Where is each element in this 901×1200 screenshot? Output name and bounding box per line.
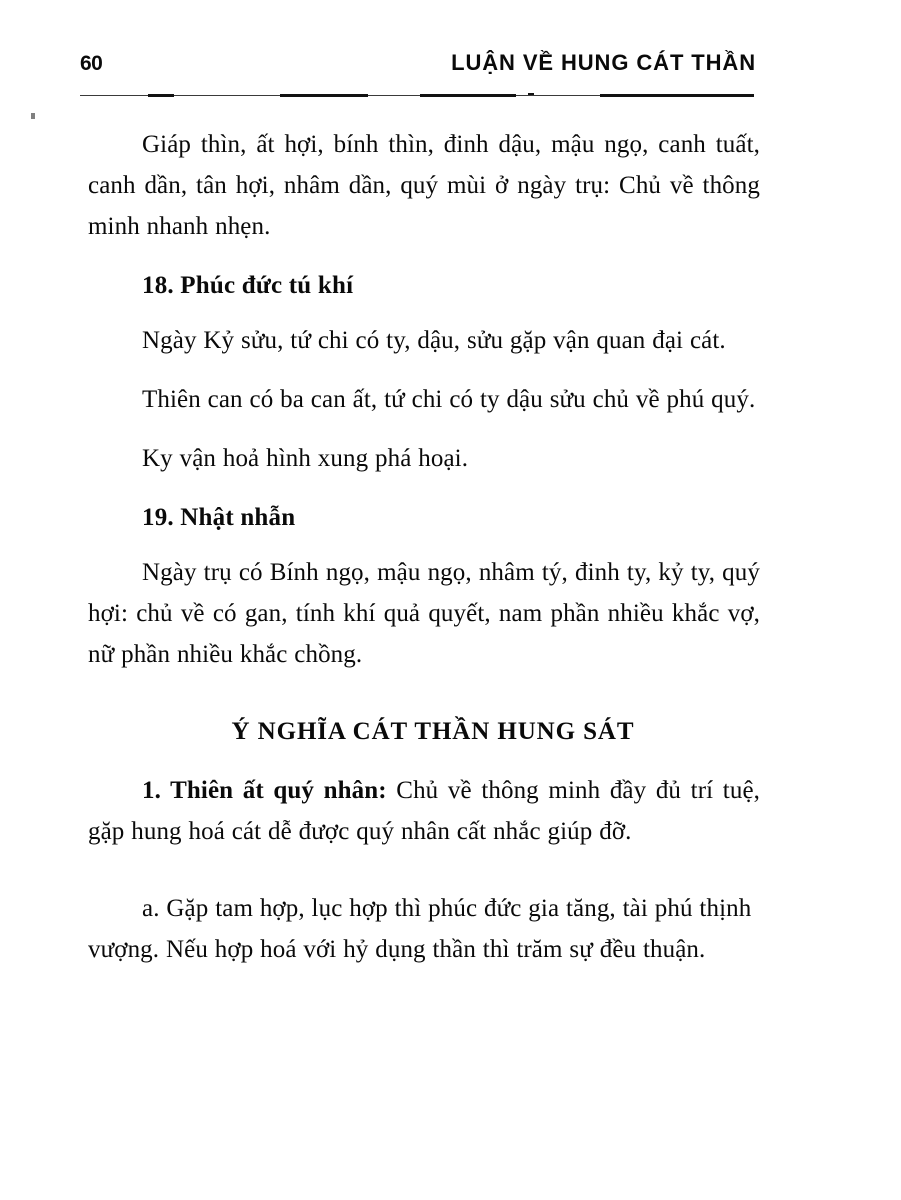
spacer <box>88 675 760 711</box>
spacer <box>88 247 760 265</box>
paragraph: Giáp thìn, ất hợi, bính thìn, đinh dậu, mậu ngọ, canh tuất, canh dần, tân hợi, nhâm dần, quý mùi ở ngày trụ: Chủ về thông minh nhanh nhẹn. <box>88 131 760 240</box>
spacer <box>88 752 760 770</box>
spacer <box>88 538 760 552</box>
header-divider-segment <box>280 94 368 97</box>
paragraph: Ky vận hoả hình xung phá hoại. <box>142 445 469 472</box>
scan-speck <box>31 113 35 119</box>
section-heading: Ý NGHĨA CÁT THẦN HUNG SÁT <box>231 718 635 745</box>
header-divider-segment <box>528 93 534 95</box>
spacer <box>88 420 760 438</box>
heading-18: 18. Phúc đức tú khí <box>142 272 354 299</box>
paragraph: Ngày Kỷ sửu, tứ chi có ty, dậu, sửu gặp vận quan đại cát. <box>142 327 726 354</box>
spacer <box>88 852 760 888</box>
heading-19: 19. Nhật nhẫn <box>142 504 296 531</box>
header-divider-segment <box>420 94 516 97</box>
spacer <box>88 361 760 379</box>
page-number: 60 <box>80 52 103 75</box>
header-divider-segment <box>148 94 174 97</box>
running-title: LUẬN VỀ HUNG CÁT THẦN <box>451 50 756 75</box>
item-body-text: Chủ về thông minh đầy đủ trí tuệ, gặp hung hoá cát dễ được quý nhân cất nhắc giúp đỡ. <box>88 777 760 845</box>
numbered-item-1 <box>88 770 760 852</box>
header-divider <box>80 93 754 98</box>
spacer <box>88 306 760 320</box>
sub-item-a: a. Gặp tam hợp, lục hợp thì phúc đức gia tăng, tài phú thịnh vượng. Nếu hợp hoá với hỷ dụng thần thì trăm sự đều thuận. <box>88 895 752 963</box>
paragraph: Ngày trụ có Bính ngọ, mậu ngọ, nhâm tý, đinh ty, kỷ ty, quý hợi: chủ về có gan, tính khí quả quyết, nam phần nhiều khắc vợ, nữ phần nhiều khắc chồng. <box>88 559 760 668</box>
paragraph: Thiên can có ba can ất, tứ chi có ty dậu sửu chủ về phú quý. <box>142 386 756 413</box>
running-head <box>80 52 756 88</box>
body-text <box>88 124 760 970</box>
spacer <box>88 479 760 497</box>
item-lead-label: 1. Thiên ất quý nhân: <box>142 777 387 804</box>
header-divider-segment <box>600 94 754 97</box>
